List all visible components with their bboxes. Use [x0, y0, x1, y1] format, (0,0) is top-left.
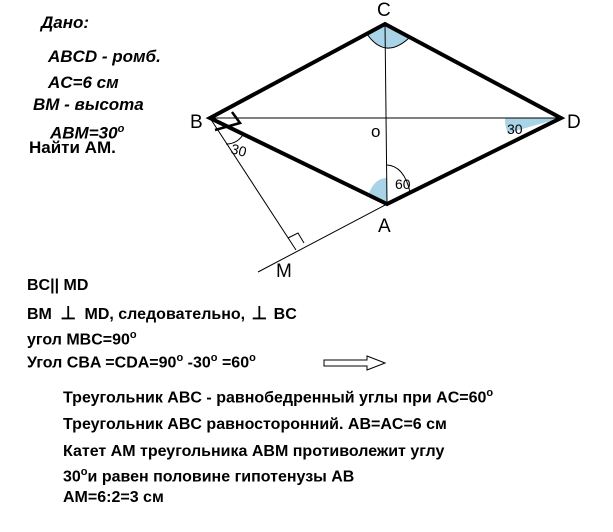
point-label-d: D: [567, 112, 581, 133]
solution-line-answer: AM=6:2=3 см: [63, 489, 164, 506]
solution-half-num: 30: [63, 468, 81, 486]
solution-cba-c: =60: [217, 354, 250, 372]
solution-line-parallel: BC|| MD: [27, 277, 89, 294]
solution-bc: BC: [273, 306, 297, 323]
solution-mbc-text: угол MBC=90: [27, 331, 130, 349]
given-line-bm: BM - высота: [33, 95, 144, 114]
solution-cba-deg3: o: [249, 352, 256, 364]
point-label-a: A: [378, 216, 391, 237]
given-find: Найти АМ.: [29, 138, 116, 157]
angle-label-odA: 30: [507, 121, 523, 137]
perpendicular-symbol: ⊥: [60, 303, 77, 323]
solution-mbc-degree: o: [129, 329, 137, 341]
solution-line-leg: Катет AM треугольника ABM противолежит углу: [63, 443, 445, 460]
perpendicular-symbol-2: ⊥: [251, 303, 268, 323]
given-abm-text: ABM=30: [50, 123, 118, 143]
point-label-b: B: [190, 112, 203, 133]
solution-isosceles-text: Треугольник ABC - равнобедренный углы при AC=60: [63, 389, 487, 407]
solution-cba-b: -30: [183, 354, 211, 372]
solution-line-cba: [27, 352, 256, 372]
solution-half-rest: и равен половине гипотенузы AB: [87, 468, 355, 486]
solution-line-equilateral: Треугольник ABC равносторонний. AB=AC=6 см: [63, 416, 447, 433]
angle-label-abm: 30: [229, 140, 249, 160]
point-label-o: o: [371, 122, 381, 141]
solution-cba-deg2: o: [210, 352, 218, 364]
solution-line-half: [63, 466, 354, 486]
given-line-rhombus: ABCD - ромб.: [48, 47, 161, 66]
given-heading: Дано:: [41, 13, 90, 32]
point-label-c: C: [377, 0, 391, 21]
given-line-ac: AC=6 см: [48, 73, 119, 92]
solution-line-perpendicular: [27, 303, 297, 324]
solution-bm: BM: [27, 306, 52, 323]
diagonal-ac: [385, 24, 387, 204]
angle-label-oad: 60: [395, 176, 411, 192]
solution-cba-deg1: o: [176, 352, 184, 364]
given-abm-degree: o: [117, 123, 125, 135]
solution-md: MD, следовательно,: [84, 306, 246, 323]
solution-isosceles-degree: o: [486, 387, 494, 399]
solution-cba-a: Угол CBA =CDA=90: [27, 354, 177, 372]
solution-line-isosceles: [63, 387, 493, 407]
solution-line-mbc: [27, 329, 137, 349]
solution-half-degree: o: [80, 466, 88, 478]
point-label-m: M: [276, 261, 292, 282]
implication-arrow: [323, 355, 387, 371]
